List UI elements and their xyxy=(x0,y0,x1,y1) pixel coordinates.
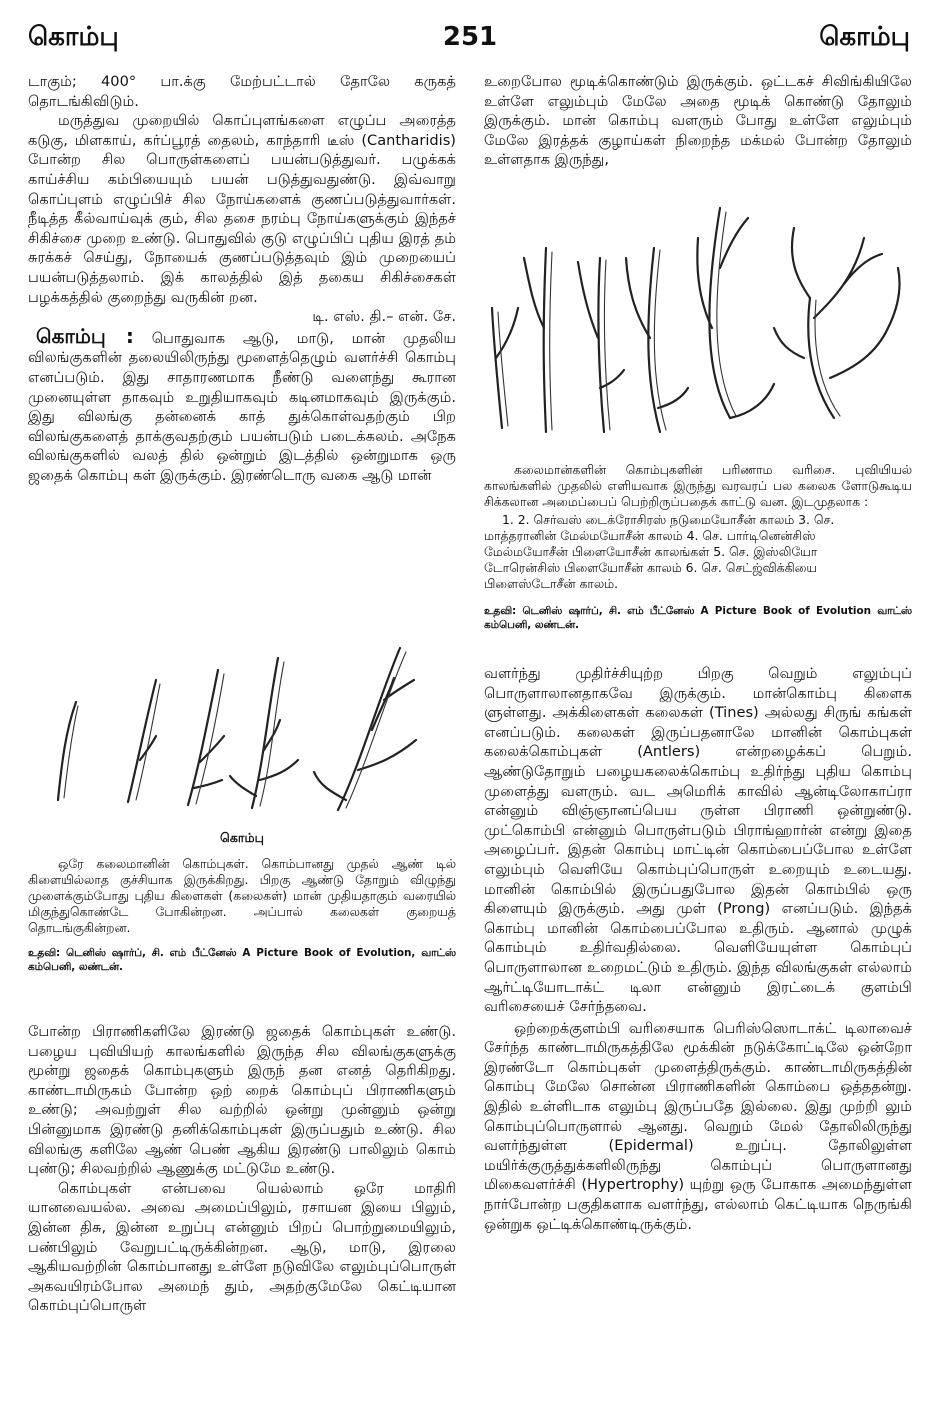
antler-stage-2 xyxy=(524,248,552,432)
running-head-left: கொம்பு xyxy=(28,22,119,52)
paragraph-rhinoceros: ஒற்றைக்குளம்பி வரிசையாக பெரிஸ்ஸொடாக்ட் டிலாவைச் சேர்ந்த காண்டாமிருகத்திலே மூக்கின் நடுக்கோட்டிலே ஒன்றோ இரண்டோ கொம்புகள் முளைத்திருக்கும். காண்டாமிருகத்தின் கொம்பு மேலே சொன்ன பிராணிகளின் கொம்பை ஒத்ததன்று. இதில் உள்ளிடாக எலும்பு இருப்பதே இல்லை. இது முற்றி லும் கொம்புப்பொருளால் ஆனது. வெறும் மேல் தோலிலிருந்து வளர்ந்துள்ள (Epidermal) உறுப்பு. தோலிலுள்ள மயிர்க்குருத்துக்களிலிருந்து கொம்புப் பொருளானது மிகைவளர்ச்சி (Hypertrophy) யுற்று ஒரு போகாக அமைந்துள்ள நார்போன்ற பகுதிகளாக வளர்ந்து, எல்லாம் கெட்டியாக நெருங்கி ஒன்றுக ஒட்டிக்கொண்டிருக்கும். xyxy=(484,1019,912,1233)
figure-antler-evolution xyxy=(484,188,912,632)
paragraph-antlers: வளர்ந்து முதிர்ச்சியுற்ற பிறகு வெறும் எலும்புப் பொருளாலானதாகவே இருக்கும். மான்கொம்பு கிளைக ளுள்ளது. அக்கிளைகள் கலைகள் (Tines) அல்லது சிருங் கங்கள் எனப்படும். கலைகள் இருப்பதனாலே மானின் கொம்புகள் கலைக்கொம்புகள் (Antlers) என்றழைக்கப் பெறும். ஆண்டுதோறும் பழையகலைக்கொம்பு உதிர்ந்து புதிய கொம்பு முளைத்து வளரும். வட அமெரிக் காவில் ஆன்டிலோகாப்ரா என்னும் விஞ்ஞானப்பெய ருள்ள பிராணி ஒன்றுண்டு. முட்கொம்பி என்னும் பொருள்படும் பிராங்ஹார்ன் என்று இதை அழைப்பர். இதன் கொம்பு மாட்டின் கொம்பைப்போல உள்ளே எலும்பும் வெளியே கொம்புப்பொருள் உறையும் உடையது. மானின் கொம்பில் இருப்பதுபோல இதன் கொம்பில் ஒரு கிளையும் இருக்கும். அது முள் (Prong) எனப்படும். இந்தக் கொம்பு மானின் கொம்பைப்போல உதிரும். ஆனால் முழுக் கொம்பும் உதிர்வதில்லை. வெளியேயுள்ள கொம்புப் பொருளாலான உறைமட்டும் உதிரும். இந்த விலங்குகள் எல்லாம் ஆர்ட்டியோடாக்ட் டிலா என்னும் இரட்டைக் குளம்பி வரிசையைச் சேர்ந்தவை. xyxy=(484,665,912,1016)
figure-antler-growth xyxy=(28,640,456,974)
antler-year-4 xyxy=(230,658,298,808)
right-column-lower xyxy=(484,664,912,1234)
paragraph-continuation: டாகும்; 400° பா.க்கு மேற்பட்டால் தோலே கருகத் தொடங்கிவிடும். xyxy=(28,73,456,110)
paragraph-horn-types: கொம்புகள் என்பவை யெல்லாம் ஒரே மாதிரி யானவையல்ல. அவை அமைப்பிலும், ரசாயன இயை பிலும், இன்ன திசு, இன்ன உறுப்பு என்னும் பிறப் பொற்றுமையிலும், பண்பிலும் வேறுபட்டிருக்கின்றன. ஆடு, மாடு, இரலை ஆகியவற்றின் கொம்பானது உள்ளே நடுவிலே எலும்புப்பொருள் அகவயிரம்போல அமைந் தும், அதற்குமேலே கெட்டியான கொம்புப்பொருள் xyxy=(28,1179,456,1315)
running-head-right: கொம்பு xyxy=(819,22,910,52)
entry-paragraph xyxy=(28,323,457,486)
right-column xyxy=(484,72,912,170)
antler-stage-3 xyxy=(578,258,624,432)
entry-headword: கொம்பு : xyxy=(36,323,134,348)
figure-source: உதவி: டெனிஸ் ஷார்ப், சி. எம் பீட்னேஸ் A Picture Book of Evolution, வாட்ஸ் கம்பெனி, லண்டன். xyxy=(28,946,456,973)
caption-line: 1. 2. செர்வஸ் டைக்ரோசிரஸ் நடுமையோசீன் காலம் 3. செ. xyxy=(502,512,835,527)
antler-evolution-illustration xyxy=(484,188,912,438)
antler-growth-illustration xyxy=(28,640,456,820)
caption-line: டோரென்சிஸ் பிளையோசீன் காலம் 6. செ. செட்ஜ்விக்கியை xyxy=(484,560,818,575)
antler-year-1 xyxy=(58,702,78,800)
antler-year-3 xyxy=(188,670,224,805)
figure-caption: ஒரே கலைமானின் கொம்புகள். கொம்பானது முதல் ஆண் டில் கிளையில்லாத குச்சியாக இருக்கிறது. பிறகு ஆண்டு தோறும் விழுந்து முளைக்கும்போது புதிய கிளைகள் (கலைகள்) மான் முதியதாகும் வரையில் மிகுந்துகொண்டே போகின்றன. அப்பால் கலைகள் குறையத் தொடங்குகின்றன. xyxy=(28,855,456,935)
left-column xyxy=(28,72,456,485)
paragraph-horn-pairs: போன்ற பிராணிகளிலே இரண்டு ஜதைக் கொம்புகள் உண்டு. பழைய புவியியற் காலங்களில் இருந்த சில விலங்குகளுக்கு மூன்று ஜதைக் கொம்புகளும் இருந் தன எனத் தெரிகிறது. காண்டாமிருகம் போன்ற ஒற் றைக் கொம்புப் பிராணிகளும் உண்டு; அவற்றுள் சில வற்றில் ஒன்று முன்னும் ஒன்று பின்னுமாக இரண்டு தனிக்கொம்புகள் இருப்பதும் உண்டு. சில விலங்கு களிலே ஆண் பெண் ஆகிய இரண்டு பாலிலும் கொம் புண்டு; சிலவற்றில் ஆணுக்கு மட்டுமே உண்டு. xyxy=(28,1023,456,1178)
left-column-lower xyxy=(28,1022,456,1316)
antler-year-5 xyxy=(314,648,416,810)
antler-year-2 xyxy=(128,680,160,802)
antler-stage-1 xyxy=(492,308,518,428)
caption-line: மாத்தரானின் மேல்மயோசீன் காலம் 4. செ. பார்டினென்சிஸ் xyxy=(484,528,816,543)
antler-stage-6 xyxy=(774,228,900,418)
caption-line: பிளைஸ்டோசீன் காலம். xyxy=(484,576,619,591)
antler-stage-5 xyxy=(697,208,774,418)
paragraph-continuation-right: உறைபோல மூடிக்கொண்டும் இருக்கும். ஒட்டகச் சிவிங்கியிலே உள்ளே எலும்பும் மேலே அதை மூடிக் கொண்டு தோலும் இருக்கும். மான் கொம்பு வளரும் போது உள்ளே எலும்பும் மேலே இரத்தக் குழாய்கள் நிறைந்த மக்மல் போன்ற தோலும் உள்ளதாக இருந்து, xyxy=(484,73,912,169)
figure-caption-right: கலைமான்களின் கொம்புகளின் பரிணாம வரிசை. புவியியல் காலங்களில் முதலில் எளியவாக இருந்து வரவரப் பல கலைக ளோடுகூடிய சிக்கலான அமைப்பைப் பெற்றிருப்பதைக் காட்டு வன. இடமுதலாக : xyxy=(484,462,912,509)
caption-line: மேல்மயோசீன் பிளையோசீன் காலங்கள் 5. செ. இஸ்லியோ xyxy=(484,544,818,559)
figure-title: கொம்பு xyxy=(220,830,264,845)
author-signature: டி. எஸ். தி.– என். சே. xyxy=(312,308,456,326)
figure-caption-list xyxy=(484,512,912,592)
antler-stage-4 xyxy=(626,248,688,432)
page-number: 251 xyxy=(442,22,498,52)
paragraph-blister-treatment: மருத்துவ முறையில் கொப்புளங்களை எழுப்ப அரைத்த கடுகு, மிளகாய், கர்ப்பூரத் தைலம், காந்தாரி டீஸ் (Cantharidis) போன்ற சில பொருள்களைப் பயன்படுத்துவர். பழுக்கக் காய்ச்சிய கம்பியையும் பயன் படுத்துவதுண்டு. இவ்வாறு கொப்புளம் எழுப்பிச் சில நோய்களைக் குணப்படுத்துவார்கள். நீடித்த கீல்வாய்வுக் கும், சில தசை நரம்பு நோய்களுக்கும் இந்தச் சிகிச்சை முறை உண்டு. பொதுவில் குடு எழுப்பிப் புதிய இரத் தம் சுரக்கச் செய்து, நோயைக் குணப்படுத்தவும் இம் முறையைப் பயன்படுத்தலாம். இக் காலத்தில் இத் தகைய சிகிச்சைகள் பழக்கத்தில் குறைந்து வருகின் றன. xyxy=(28,112,456,306)
entry-text: பொதுவாக ஆடு, மாடு, மான் முதலிய விலங்குகளின் தலையிலிருந்து மூளைத்தெழும் வளர்ச்சி கொம்பு எனப்படும். இது சாதாரணமாக நீண்டு வளைந்து கூரான முனையுள்ள தாகவும் உறுதியாகவும் கடினமாகவும் இருக்கும். இது விலங்கு தன்னைக் காத் துக்கொள்வதற்கும் பிற விலங்குகளைத் தாக்குவதற்கும் பயன்படும் படைக்கலம். அநேக விலங்குகளில் வலத் தில் ஒன்றும் இடத்தில் ஒன்றுமாக ஒரு ஜதைக் கொம்பு கள் இருக்கும். இரண்டொரு வகை ஆடு மான் xyxy=(28,329,457,484)
figure-source-right: உதவி: டெனிஸ் ஷார்ப், சி. எம் பீட்னேஸ் A Picture Book of Evolution வாட்ஸ் கம்பெனி, லண்டன். xyxy=(484,605,912,631)
